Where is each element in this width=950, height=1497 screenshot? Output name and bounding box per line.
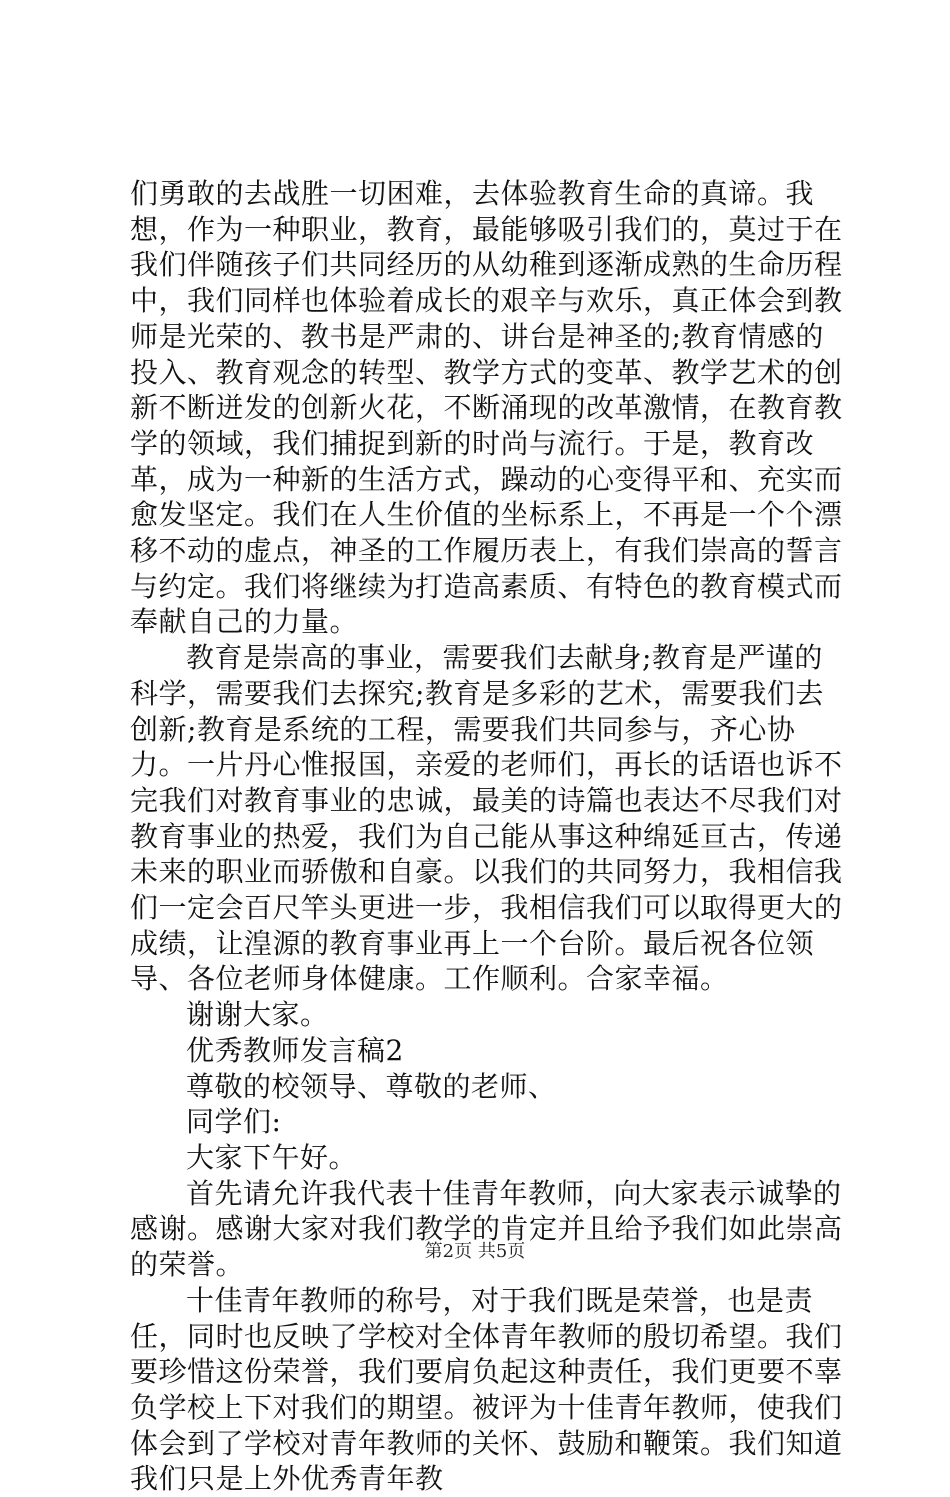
paragraph-6: 同学们: xyxy=(186,1105,282,1139)
paragraph-8: 首先请允许我代表十佳青年教师，向大家表示诚挚的感谢。感谢大家对我们教学的肯定并且给予我们如此崇高的荣誉。 xyxy=(130,1176,843,1282)
paragraph-5: 尊敬的校领导、尊敬的老师、 xyxy=(186,1069,557,1103)
paragraph-7: 大家下午好。 xyxy=(186,1140,358,1174)
paragraph-1: 们勇敢的去战胜一切困难，去体验教育生命的真谛。我想，作为一种职业，教育，最能够吸引我们的，莫过于在我们伴随孩子们共同经历的从幼稚到逐渐成熟的生命历程中，我们同样也体验着成长的艰辛与欢乐，真正体会到教师是光荣的、教书是严肃的、讲台是神圣的;教育情感的投入、教育观念的转型、教学方式的变革、教学艺术的创新不断迸发的创新火花，不断涌现的改革激情，在教育教学的领域，我们捕捉到新的时尚与流行。于是，教育改革，成为一种新的生活方式，躁动的心变得平和、充实而愈发坚定。我们在人生价值的坐标系上，不再是一个个漂移不动的虚点，神圣的工作履历表上，有我们崇高的誓言与约定。我们将继续为打造高素质、有特色的教育模式而奉献自己的力量。 xyxy=(130,177,843,639)
paragraph-2: 教育是崇高的事业，需要我们去献身;教育是严谨的科学，需要我们去探究;教育是多彩的艺术，需要我们去创新;教育是系统的工程，需要我们共同参与，齐心协力。一片丹心惟报国，亲爱的老师们，再长的话语也诉不完我们对教育事业的忠诚，最美的诗篇也表达不尽我们对教育事业的热爱，我们为自己能从事这种绵延亘古，传递未来的职业而骄傲和自豪。以我们的共同努力，我相信我们一定会百尺竿头更进一步，我相信我们可以取得更大的成绩，让湟源的教育事业再上一个台阶。最后祝各位领导、各位老师身体健康。工作顺利。合家幸福。 xyxy=(130,641,843,996)
document-body xyxy=(130,176,850,1497)
page-number: 第2页 共5页 xyxy=(424,1241,526,1262)
section-heading: 优秀教师发言稿2 xyxy=(186,1033,404,1067)
paragraph-3: 谢谢大家。 xyxy=(186,998,329,1032)
paragraph-9: 十佳青年教师的称号，对于我们既是荣誉，也是责任，同时也反映了学校对全体青年教师的殷切希望。我们要珍惜这份荣誉，我们要肩负起这种责任，我们更要不辜负学校上下对我们的期望。被评为十佳青年教师，使我们体会到了学校对青年教师的关怀、鼓励和鞭策。我们知道我们只是上外优秀青年教 xyxy=(130,1283,843,1496)
page-footer xyxy=(0,1241,950,1263)
